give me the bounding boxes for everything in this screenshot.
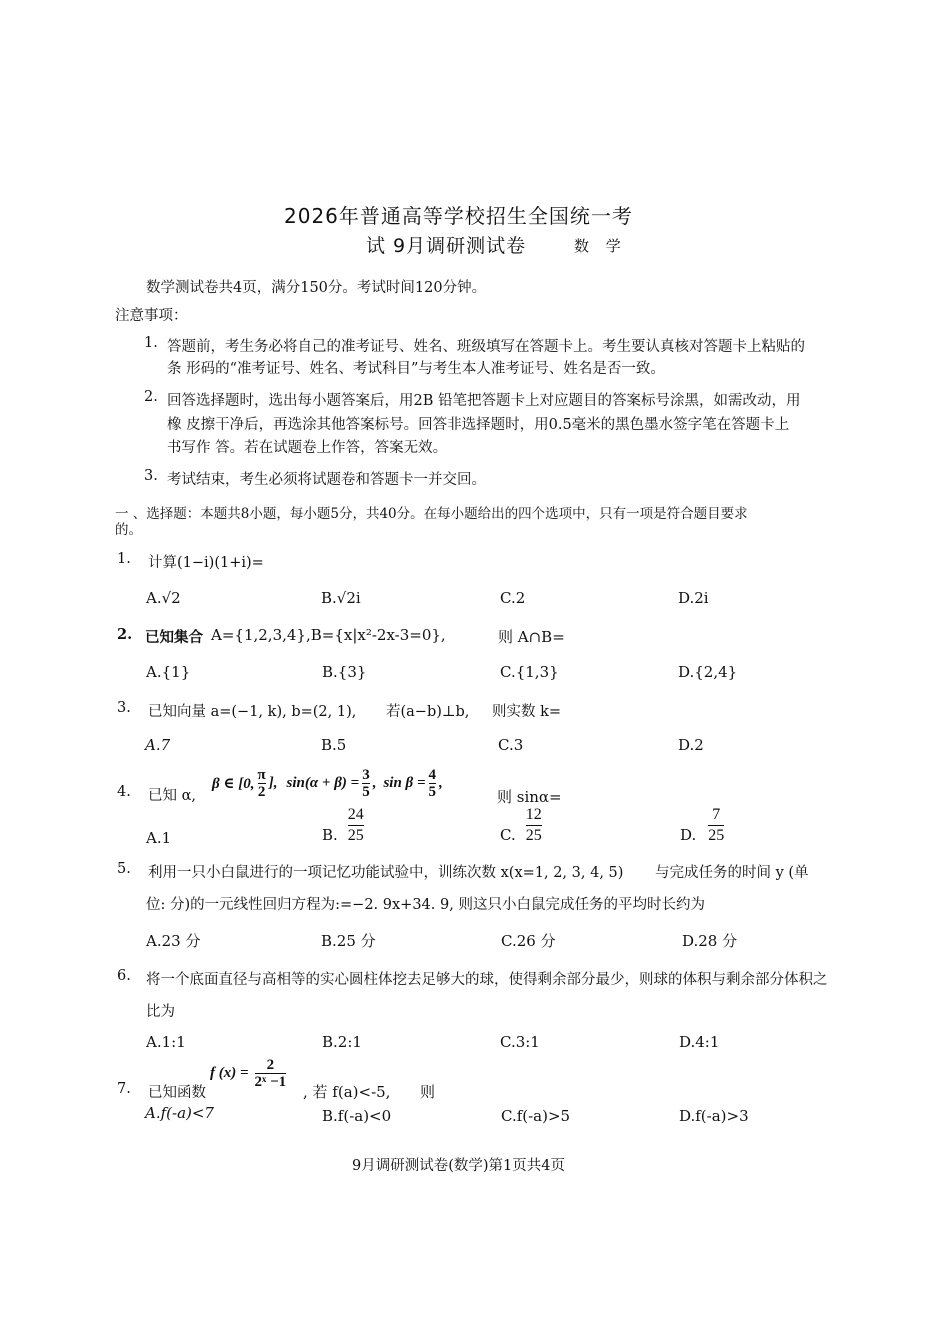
q4-frac1-den: 5 — [362, 783, 370, 800]
notice-heading: 注意事项： — [115, 308, 188, 324]
subject-label: 数 学 — [574, 237, 627, 255]
q4-option-b-den: 25 — [347, 827, 364, 844]
q3-option-b: B.5 — [321, 736, 347, 754]
q4-option-c-prefix: C. — [500, 826, 516, 844]
q1-option-a: A.√2 — [146, 589, 181, 607]
q4-range-close: ], — [268, 774, 278, 791]
q5-option-b: B.25 分 — [321, 932, 376, 950]
q1-stem: 计算(1−i)(1+i)= — [148, 555, 264, 571]
q4-frac2-den: 5 — [428, 783, 437, 800]
q4-option-d-num: 7 — [712, 806, 721, 823]
q1-option-d: D.2i — [678, 589, 709, 607]
q5-option-c: C.26 分 — [501, 932, 556, 950]
q2-option-d: D.{2,4} — [678, 663, 738, 681]
q2-stem-sets: A={1,2,3,4},B={x|x²-2x-3=0}, — [211, 626, 446, 644]
q6-option-b: B.2:1 — [322, 1033, 362, 1051]
page-footer: 9月调研测试卷(数学)第1页共4页 — [352, 1158, 565, 1174]
q4-pi-over-2 — [258, 767, 266, 800]
q4-option-d-fraction — [708, 806, 724, 845]
q6-number: 6. — [117, 968, 131, 984]
q6-line2: 比为 — [146, 1004, 175, 1020]
q4-two: 2 — [257, 783, 266, 800]
q4-option-c-den: 25 — [525, 827, 542, 844]
q2-stem-question: 则 A∩B= — [498, 628, 565, 646]
q5-line1-b: 与完成任务的时间 y (单 — [655, 865, 809, 881]
q4-pi: π — [257, 766, 266, 783]
q7-func-num: 2 — [266, 1056, 275, 1073]
q4-sin-beta: sin β = — [383, 774, 426, 791]
q2-number: 2. — [117, 626, 133, 643]
q4-frac-4-5 — [429, 767, 437, 800]
q4-option-c-num: 12 — [525, 806, 542, 823]
q2-option-b: B.{3} — [322, 663, 367, 681]
title-line-1: 2026年普通高等学校招生全国统一考 — [284, 204, 633, 228]
q4-stem-given: 已知 α, — [148, 788, 197, 804]
q7-func-fraction — [255, 1057, 287, 1090]
q4-option-d-den: 25 — [708, 827, 725, 844]
q7-number: 7. — [117, 1081, 131, 1097]
section-heading-line2: 的。 — [115, 522, 142, 538]
q3-number: 3. — [117, 700, 131, 716]
q5-line1-a: 利用一只小白鼠进行的一项记忆功能试验中，训练次数 x(x=1, 2, 3, 4, 5) — [148, 865, 624, 881]
intro-text: 数学测试卷共4页，满分150分。考试时间120分钟。 — [146, 280, 487, 296]
q1-number: 1. — [117, 551, 131, 567]
q5-option-a: A.23 分 — [146, 932, 201, 950]
q4-beta-range: β ∈ [0, — [212, 775, 255, 792]
q3-option-a: A.7 — [145, 736, 171, 754]
section-heading-line1: 一 、选择题：本题共8小题，每小题5分，共40分。在每小题给出的四个选项中，只有一项是符合题目要求 — [115, 506, 748, 522]
q2-option-a: A.{1} — [146, 663, 191, 681]
q4-option-d — [680, 806, 724, 845]
q1-option-b: B.√2i — [321, 589, 361, 607]
q5-line2: 位: 分)的一元线性回归方程为:=−2. 9x+34. 9, 则这只小白鼠完成任务的平均时长约为 — [146, 897, 705, 913]
q4-option-b-fraction — [348, 806, 364, 845]
q6-line1: 将一个底面直径与高相等的实心圆柱体挖去足够大的球，使得剩余部分最少，则球的体积与剩余部分体积之 — [146, 972, 828, 988]
q4-condition-formula — [212, 763, 443, 803]
notice-2-num: 2. — [144, 389, 158, 405]
q6-option-d: D.4:1 — [679, 1033, 720, 1051]
notice-2-line2: 橡 皮擦干净后，再选涂其他答案标号。回答非选择题时，用0.5毫米的黑色墨水签字笔在答题卡上 — [167, 417, 790, 433]
notice-1-line2: 条 形码的“准考证号、姓名、考试科目”与考生本人准考证号、姓名是否一致。 — [167, 361, 665, 377]
notice-3-num: 3. — [144, 468, 158, 484]
notice-1-num: 1. — [144, 335, 158, 351]
q6-option-c: C.3:1 — [500, 1033, 540, 1051]
q4-option-b-prefix: B. — [322, 826, 338, 844]
q6-option-a: A.1:1 — [146, 1033, 186, 1051]
q4-option-c — [500, 806, 542, 845]
q4-option-c-fraction — [526, 806, 542, 845]
q4-option-d-prefix: D. — [680, 826, 697, 844]
q7-option-c: C.f(-a)>5 — [501, 1107, 571, 1125]
q4-end-comma: , — [439, 774, 443, 791]
q4-stem-question: 则 sinα= — [497, 788, 562, 806]
notice-1-line1: 答题前，考生务必将自己的准考证号、姓名、班级填写在答题卡上。考生要认真核对答题卡上粘贴的 — [167, 339, 805, 355]
q5-option-d: D.28 分 — [682, 932, 738, 950]
notice-2-line1: 回答选择题时，选出每小题答案后，用2B 铅笔把答题卡上对应题目的答案标号涂黑，如需改动，用 — [167, 393, 801, 409]
q2-stem-label: 已知集合 — [145, 630, 203, 646]
q4-frac2-num: 4 — [428, 766, 437, 783]
q4-option-b-num: 24 — [347, 806, 364, 823]
q7-stem-condition: , 若 f(a)<-5, — [303, 1083, 391, 1101]
title-line-2: 试 9月调研测试卷 — [366, 235, 527, 257]
q3-option-d: D.2 — [678, 736, 704, 754]
q1-option-c: C.2 — [500, 589, 526, 607]
notice-3-line1: 考试结束，考生必须将试题卷和答题卡一并交回。 — [167, 472, 486, 488]
q7-option-b: B.f(-a)<0 — [322, 1107, 392, 1125]
q4-option-a: A.1 — [146, 829, 172, 847]
q7-option-d: D.f(-a)>3 — [679, 1107, 749, 1125]
q4-option-b — [322, 806, 364, 845]
q3-stem-question: 则实数 k= — [492, 704, 562, 720]
q4-frac-3-5 — [362, 767, 370, 800]
notice-2-line3: 书写作 答。若在试题卷上作答，答案无效。 — [167, 440, 448, 456]
q3-stem-vectors: 已知向量 a=(−1, k), b=(2, 1), — [148, 704, 357, 720]
q2-option-c: C.{1,3} — [500, 663, 559, 681]
q7-stem-then: 则 — [420, 1083, 436, 1101]
q7-func-lhs: f (x) = — [210, 1064, 249, 1081]
q4-number: 4. — [117, 784, 131, 800]
q7-function-formula — [210, 1053, 286, 1093]
q4-comma: , — [372, 774, 377, 791]
q4-sin-sum: sin(α + β) = — [286, 774, 360, 791]
q3-option-c: C.3 — [498, 736, 524, 754]
q7-func-den: 2ˣ −1 — [254, 1073, 287, 1090]
q7-option-a: A.f(-a)<7 — [145, 1104, 214, 1122]
q4-frac1-num: 3 — [362, 766, 370, 783]
q3-stem-condition: 若(a−b)⊥b, — [386, 704, 470, 720]
q5-number: 5. — [117, 861, 131, 877]
q7-stem-label: 已知函数 — [148, 1085, 206, 1101]
